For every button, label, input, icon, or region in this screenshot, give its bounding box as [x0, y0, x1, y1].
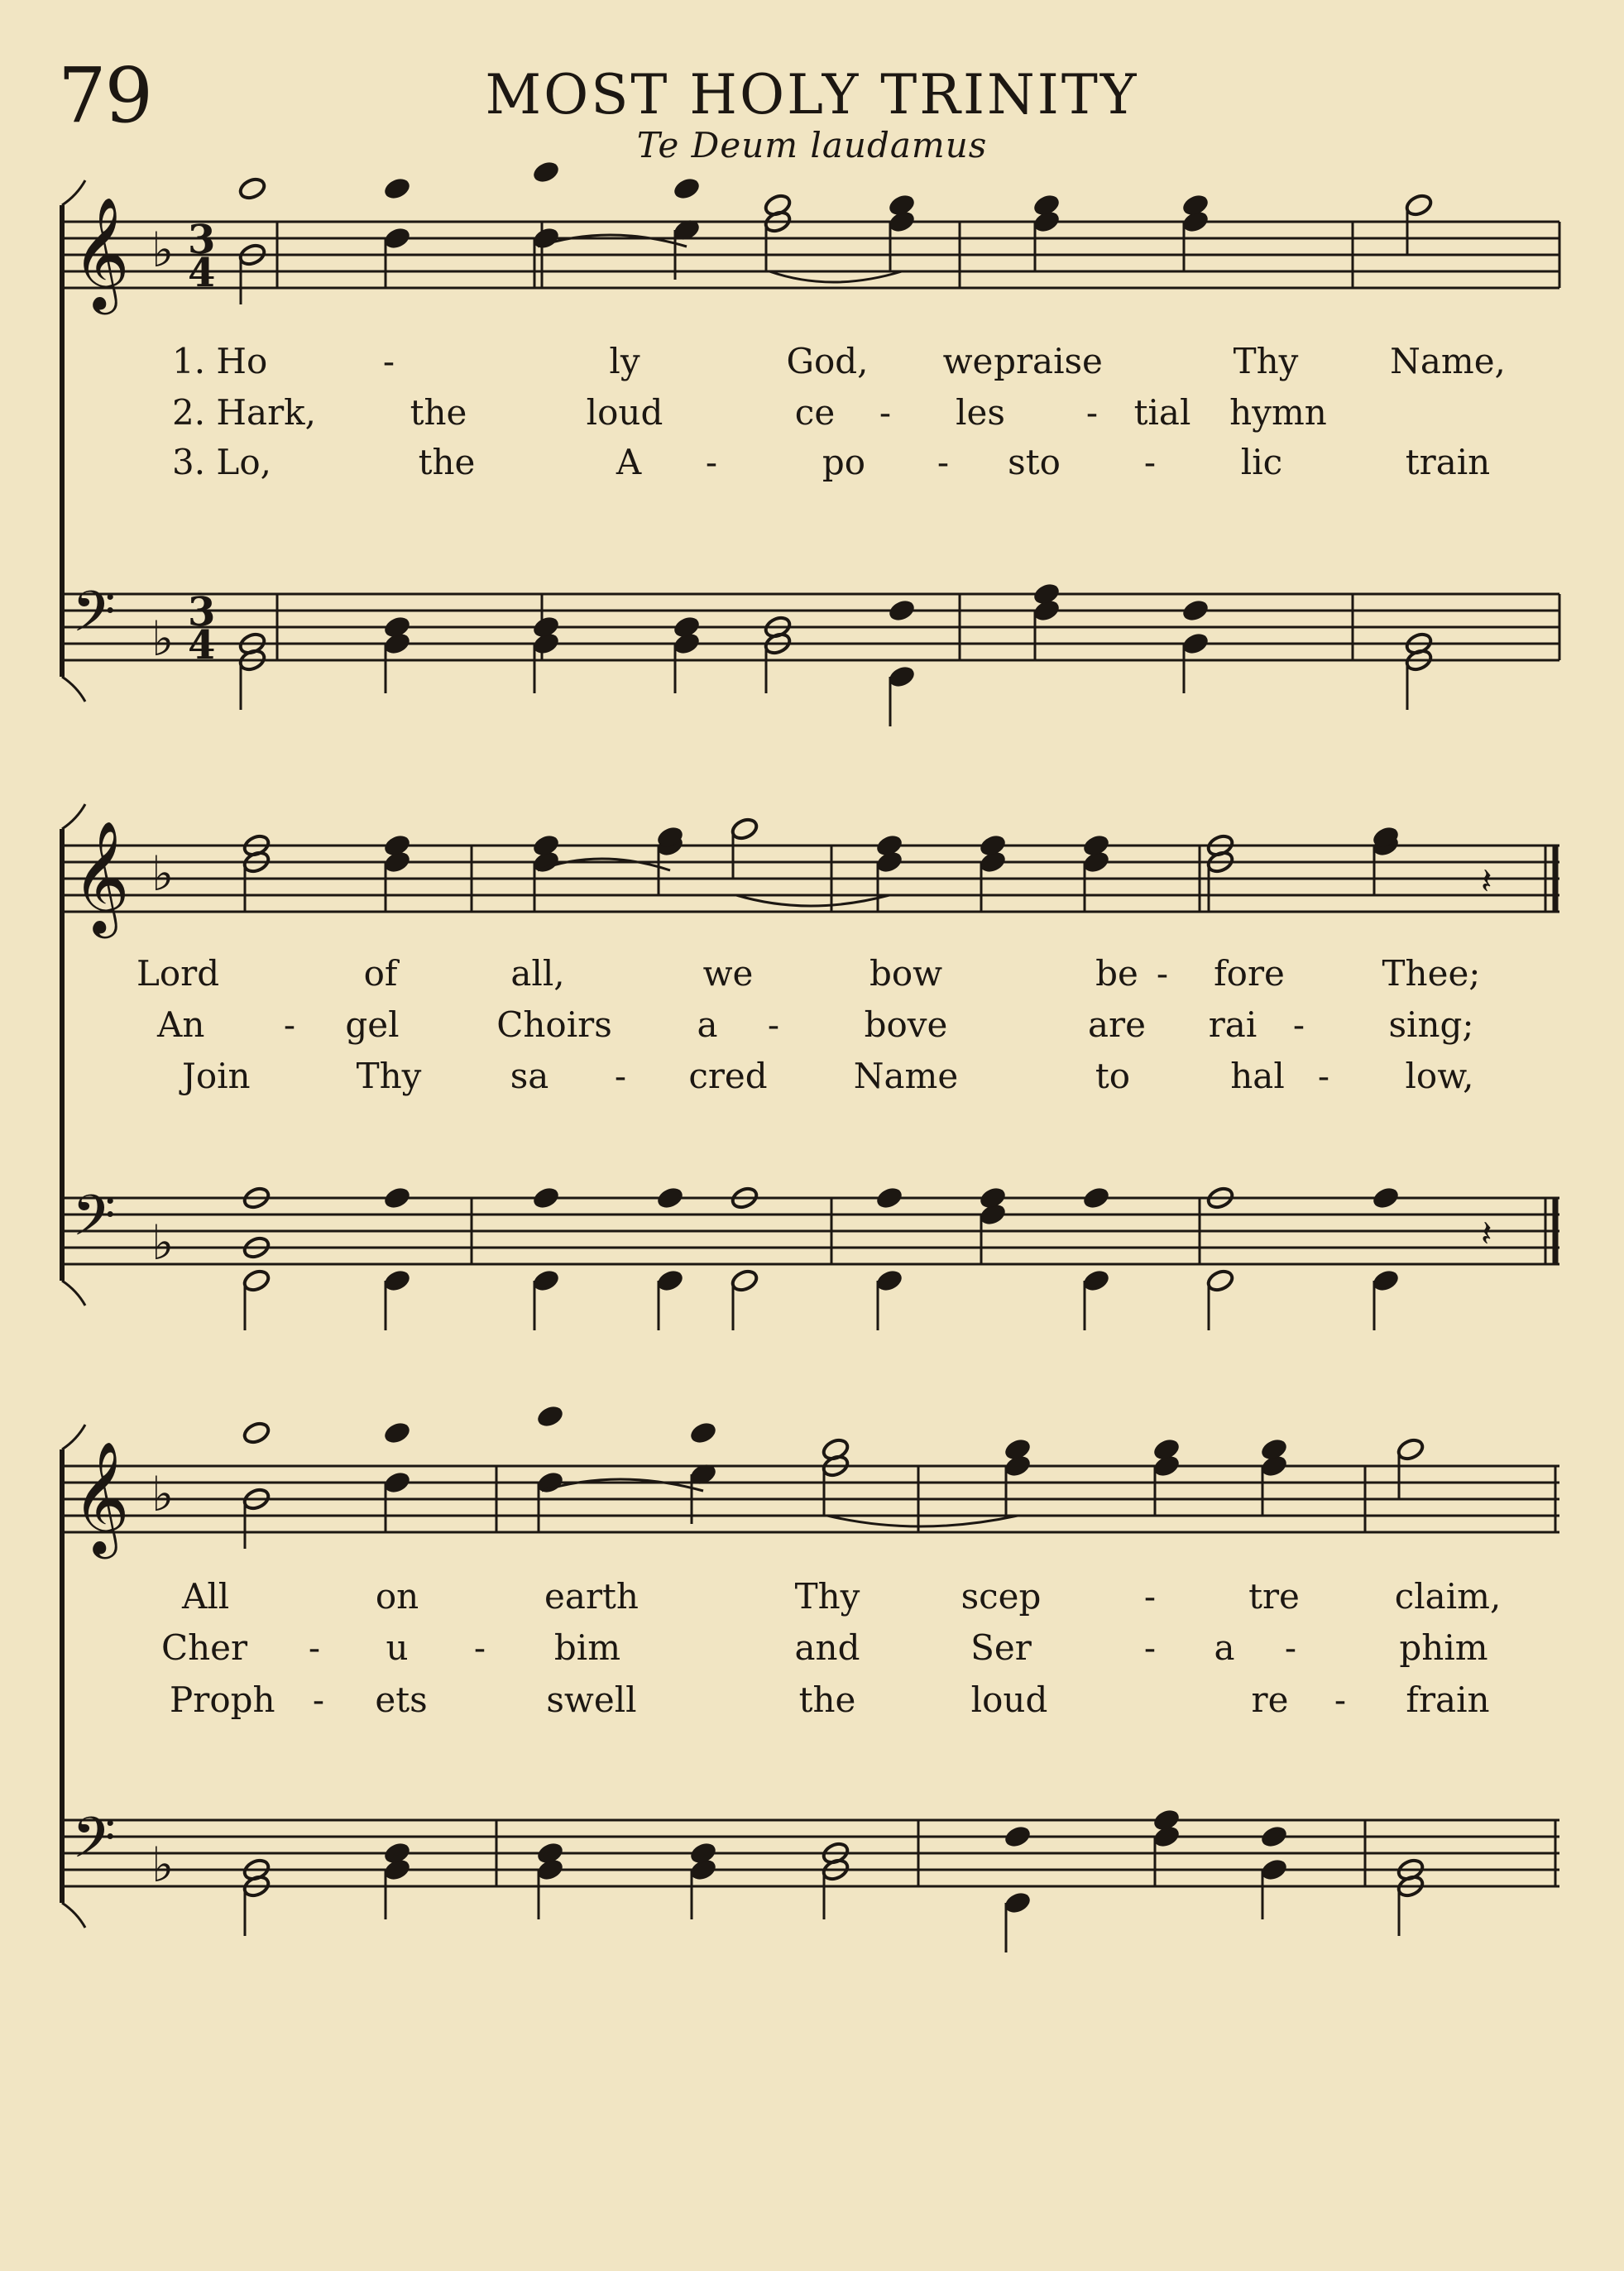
- note-head: [688, 1841, 718, 1866]
- lyric-syllable: the: [410, 392, 467, 433]
- lyric-syllable: 3. Lo,: [172, 442, 271, 482]
- lyric-syllable: a: [697, 1004, 718, 1045]
- note-head: [978, 1186, 1008, 1211]
- note-head: [1181, 598, 1210, 624]
- lyric-syllable: -: [1143, 1576, 1157, 1617]
- bass-chord: [382, 1186, 412, 1330]
- chord: [887, 193, 917, 271]
- lyric-syllable: be: [1095, 953, 1138, 994]
- chord: [763, 193, 793, 271]
- chord: [874, 833, 904, 912]
- flat-icon: ♭: [151, 1837, 175, 1893]
- lyric-syllable: Lord: [137, 953, 220, 994]
- flat-icon: ♭: [151, 846, 175, 902]
- note-head: [1259, 1437, 1289, 1463]
- system-3: [62, 1404, 1559, 1952]
- time-signature-digit: 4: [188, 622, 216, 668]
- lyric-syllable: to: [1095, 1056, 1131, 1096]
- bass-chord: [1181, 598, 1210, 693]
- bass-chord: [874, 1186, 904, 1330]
- tie: [769, 271, 902, 282]
- note-head: [1032, 193, 1061, 218]
- tie: [542, 1479, 703, 1491]
- note-head: [1081, 1268, 1111, 1294]
- system-1: [62, 160, 1559, 726]
- note-head: [1404, 193, 1434, 218]
- lyric-syllable: -: [767, 1004, 780, 1045]
- chord: [688, 1421, 718, 1524]
- note-head: [535, 1470, 565, 1496]
- lyric-syllable: the: [798, 1679, 856, 1720]
- note-head: [242, 1268, 271, 1294]
- lyric-syllable: les: [956, 392, 1005, 433]
- lyric-syllable: hymn: [1229, 392, 1327, 433]
- lyric-syllable: -: [937, 442, 950, 482]
- lyric-syllable: -: [473, 1627, 486, 1668]
- quarter-rest-icon: 𝄽: [1481, 1213, 1492, 1255]
- treble-clef-icon: 𝄞: [72, 819, 130, 933]
- chord: [1396, 1437, 1425, 1499]
- lyric-syllable: Thy: [1233, 341, 1299, 381]
- lyric-syllable: sa: [510, 1056, 549, 1096]
- bass-chord: [1003, 1824, 1032, 1952]
- note-head: [655, 1186, 685, 1211]
- lyric-syllable: phim: [1399, 1627, 1488, 1668]
- lyric-syllable: 2. Hark,: [172, 392, 316, 433]
- chord: [535, 1404, 565, 1532]
- system-2-treble-staff: [62, 819, 1559, 938]
- note-head: [382, 226, 412, 252]
- lyric-syllable: fore: [1214, 953, 1285, 994]
- note-head: [887, 598, 917, 624]
- bass-chord: [535, 1841, 565, 1919]
- lyric-syllable: -: [705, 442, 718, 482]
- bass-chord: [1259, 1824, 1289, 1919]
- lyric-syllable: Proph: [170, 1679, 275, 1720]
- note-head: [531, 833, 561, 859]
- lyric-syllable: An: [157, 1004, 205, 1045]
- lyric-syllable: po: [822, 442, 866, 482]
- lyric-syllable: and: [794, 1627, 860, 1668]
- lyric-syllable: -: [1334, 1679, 1347, 1720]
- lyric-syllable: of: [363, 953, 398, 994]
- chord: [1259, 1437, 1289, 1516]
- bass-chord: [887, 598, 917, 726]
- lyric-syllable: God,: [786, 341, 869, 381]
- chord: [1003, 1437, 1032, 1516]
- lyric-syllable: sto: [1008, 442, 1061, 482]
- lyric-syllable: All: [182, 1576, 230, 1617]
- lyric-syllable: earth: [544, 1576, 639, 1617]
- lyric-syllable: Name: [853, 1056, 959, 1096]
- lyric-syllable: -: [1317, 1056, 1330, 1096]
- lyric-syllable: -: [1143, 442, 1157, 482]
- chord: [237, 176, 267, 304]
- lyric-syllable: -: [308, 1627, 321, 1668]
- system-3-bass-staff: [62, 1806, 1559, 1893]
- lyric-syllable: Cher: [161, 1627, 248, 1668]
- lyric-syllable: Join: [182, 1056, 251, 1096]
- lyric-syllable: u: [386, 1627, 409, 1668]
- lyric-syllable: swell: [546, 1679, 637, 1720]
- note-head: [1032, 582, 1061, 607]
- bass-chord: [1371, 1186, 1401, 1330]
- lyric-syllable: bow: [869, 953, 943, 994]
- lyric-syllable: Thee;: [1382, 953, 1481, 994]
- note-head: [382, 833, 412, 859]
- note-head: [874, 1268, 904, 1294]
- lyric-syllable: ly: [609, 341, 640, 381]
- note-head: [1259, 1824, 1289, 1850]
- note-head: [535, 1404, 565, 1430]
- lyric-syllable: tial: [1133, 392, 1191, 433]
- note-head: [382, 1841, 412, 1866]
- lyric-syllable: tre: [1248, 1576, 1300, 1617]
- chord: [655, 825, 685, 895]
- note-head: [1003, 1437, 1032, 1463]
- system-1-bass-staff: [62, 580, 1559, 668]
- hymn-title: MOST HOLY TRINITY: [485, 63, 1139, 127]
- lyric-syllable: -: [1292, 1004, 1305, 1045]
- note-head: [531, 1268, 561, 1294]
- lyric-syllable: Thy: [794, 1576, 860, 1617]
- note-head: [1081, 833, 1111, 859]
- note-head: [1371, 1186, 1401, 1211]
- lyric-syllable: low,: [1405, 1056, 1474, 1096]
- note-head: [382, 1421, 412, 1446]
- lyric-syllable: we: [942, 341, 994, 381]
- flat-icon: ♭: [151, 1215, 175, 1271]
- note-head: [887, 193, 917, 218]
- lyric-syllable: lic: [1240, 442, 1283, 482]
- lyric-syllable: claim,: [1394, 1576, 1502, 1617]
- note-head: [382, 1268, 412, 1294]
- bass-chord: [531, 615, 561, 693]
- bass-chord: [531, 1186, 561, 1330]
- lyric-syllable: rai: [1208, 1004, 1258, 1045]
- lyric-syllable: a: [1214, 1627, 1235, 1668]
- note-head: [672, 176, 702, 202]
- time-signature-digit: 3: [188, 589, 216, 635]
- treble-clef-icon: 𝄞: [72, 195, 130, 309]
- note-head: [531, 1186, 561, 1211]
- lyric-syllable: re: [1251, 1679, 1289, 1720]
- lyric-syllable: on: [375, 1576, 419, 1617]
- chord: [382, 833, 412, 912]
- hymn-subtitle: Te Deum laudamus: [636, 125, 988, 165]
- system-1-treble-staff: [62, 195, 1559, 314]
- lyric-syllable: -: [312, 1679, 325, 1720]
- quarter-rest-icon: 𝄽: [1481, 860, 1492, 903]
- lyric-syllable: bove: [864, 1004, 948, 1045]
- lyric-syllable: A: [616, 442, 642, 482]
- note-head: [382, 176, 412, 202]
- note-head: [535, 1841, 565, 1866]
- bass-chord: [242, 1186, 271, 1330]
- system-2-bass-staff: [62, 1184, 1559, 1271]
- time-signature-digit: 4: [188, 250, 216, 296]
- note-head: [1259, 1857, 1289, 1883]
- lyric-syllable: loud: [970, 1679, 1048, 1720]
- note-head: [1152, 1808, 1181, 1833]
- chord: [531, 160, 561, 288]
- bass-chord: [730, 1186, 759, 1330]
- lyric-syllable: -: [1156, 953, 1169, 994]
- bass-chord: [978, 1186, 1008, 1264]
- chord: [978, 833, 1008, 912]
- note-head: [1003, 1890, 1032, 1916]
- hymn-number: 79: [58, 51, 152, 140]
- treble-clef-icon: 𝄞: [72, 1440, 130, 1554]
- system-3-treble-staff: [62, 1440, 1559, 1559]
- lyric-syllable: Ser: [970, 1627, 1032, 1668]
- chord: [1404, 193, 1434, 255]
- lyric-syllable: ce: [794, 392, 836, 433]
- bass-chord: [1152, 1808, 1181, 1886]
- note-head: [1205, 1268, 1235, 1294]
- note-head: [1152, 1437, 1181, 1463]
- note-head: [1181, 631, 1210, 657]
- chord: [1371, 825, 1401, 895]
- lyric-syllable: train: [1405, 442, 1491, 482]
- lyric-syllable: scep: [961, 1576, 1042, 1617]
- bass-clef-icon: 𝄢: [72, 580, 116, 659]
- note-head: [1396, 1437, 1425, 1463]
- lyric-syllable: -: [1284, 1627, 1297, 1668]
- note-head: [874, 833, 904, 859]
- bass-chord: [1081, 1186, 1111, 1330]
- note-head: [672, 615, 702, 640]
- chord: [821, 1437, 850, 1516]
- bass-chord: [655, 1186, 685, 1330]
- lyric-syllable: -: [879, 392, 892, 433]
- lyric-syllable: 1. Ho: [172, 341, 268, 381]
- note-head: [382, 1470, 412, 1496]
- time-signature-digit: 3: [188, 217, 216, 263]
- note-head: [382, 615, 412, 640]
- note-head: [688, 1421, 718, 1446]
- bass-chord: [382, 615, 412, 693]
- note-head: [874, 1186, 904, 1211]
- bass-clef-icon: 𝄢: [72, 1806, 116, 1885]
- bass-chord: [688, 1841, 718, 1919]
- bass-chord: [1205, 1186, 1235, 1330]
- chord: [1181, 193, 1210, 271]
- note-head: [730, 1268, 759, 1294]
- lyric-syllable: -: [382, 341, 395, 381]
- chord: [531, 833, 561, 912]
- chord: [730, 817, 759, 879]
- lyric-syllable: Thy: [356, 1056, 422, 1096]
- lyric-syllable: gel: [345, 1004, 400, 1045]
- lyric-syllable: Name,: [1390, 341, 1506, 381]
- lyric-syllable: Choirs: [496, 1004, 612, 1045]
- note-head: [237, 176, 267, 202]
- lyric-syllable: ets: [375, 1679, 428, 1720]
- lyric-syllable: all,: [510, 953, 565, 994]
- bass-chord: [1032, 582, 1061, 660]
- chord: [1152, 1437, 1181, 1516]
- lyric-syllable: -: [1143, 1627, 1157, 1668]
- note-head: [978, 833, 1008, 859]
- note-head: [531, 226, 561, 252]
- chord: [1081, 833, 1111, 912]
- note-head: [887, 664, 917, 690]
- note-head: [1081, 1186, 1111, 1211]
- lyric-syllable: we: [702, 953, 754, 994]
- tie: [827, 1516, 1018, 1526]
- note-head: [1003, 1824, 1032, 1850]
- flat-icon: ♭: [151, 222, 175, 278]
- note-head: [1371, 1268, 1401, 1294]
- tie: [736, 895, 889, 906]
- note-head: [242, 1421, 271, 1446]
- flat-icon: ♭: [151, 611, 175, 667]
- note-head: [531, 160, 561, 185]
- note-head: [655, 1268, 685, 1294]
- lyric-syllable: hal: [1230, 1056, 1285, 1096]
- system-2: [62, 804, 1559, 1330]
- note-head: [531, 615, 561, 640]
- lyric-syllable: the: [418, 442, 476, 482]
- lyric-syllable: -: [283, 1004, 296, 1045]
- lyric-syllable: praise: [994, 341, 1103, 381]
- bass-chord: [672, 615, 702, 693]
- lyric-syllable: cred: [688, 1056, 768, 1096]
- chord: [1032, 193, 1061, 271]
- lyric-syllable: bim: [553, 1627, 621, 1668]
- note-head: [1181, 193, 1210, 218]
- chord: [672, 176, 702, 280]
- tie: [538, 235, 687, 247]
- note-head: [382, 1186, 412, 1211]
- lyric-syllable: sing;: [1388, 1004, 1474, 1045]
- bass-chord: [382, 1841, 412, 1919]
- chord: [242, 1421, 271, 1549]
- lyric-syllable: -: [614, 1056, 627, 1096]
- flat-icon: ♭: [151, 1466, 175, 1522]
- lyric-syllable: are: [1088, 1004, 1146, 1045]
- lyric-syllable: frain: [1406, 1679, 1490, 1720]
- lyric-syllable: loud: [586, 392, 663, 433]
- bass-clef-icon: 𝄢: [72, 1184, 116, 1262]
- note-head: [730, 817, 759, 842]
- lyric-syllable: -: [1085, 392, 1099, 433]
